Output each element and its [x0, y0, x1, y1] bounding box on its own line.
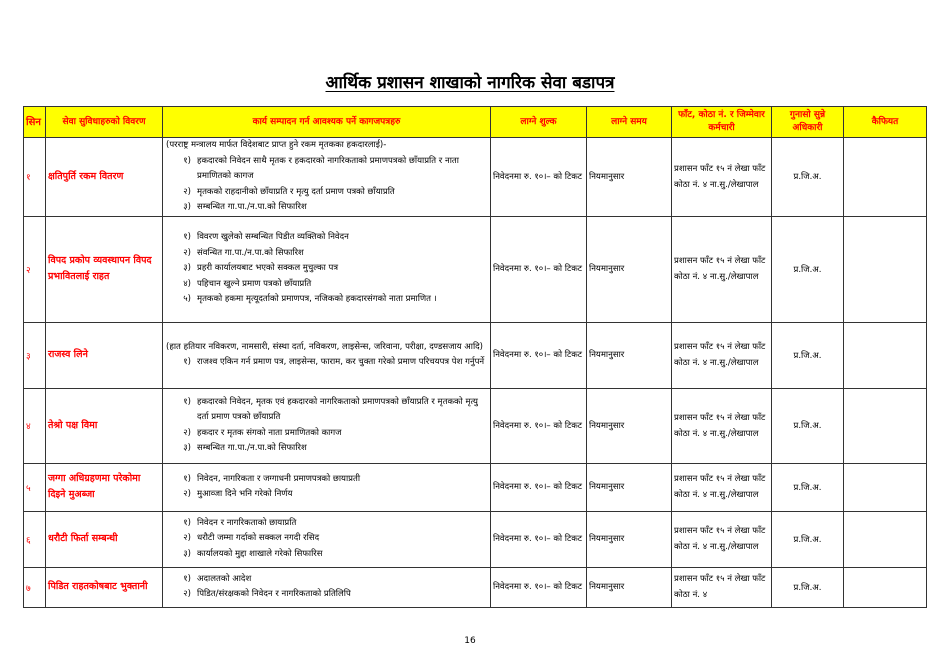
officer-cell: प्र.जि.अ.	[772, 388, 844, 463]
page-title: आर्थिक प्रशासन शाखाको नागरिक सेवा बडापत्र	[325, 73, 615, 93]
list-item-text: सम्बन्धित गा.पा./न.पा.को सिफारिश	[197, 202, 307, 212]
desk-cell: प्रशासन फाँट १५ नं लेखा फाँट कोठा नं. ४	[672, 567, 772, 607]
list-item-number: ४)	[183, 278, 191, 289]
citizen-charter-table	[23, 106, 927, 608]
list-item-text: मृतकको हकमा मृत्यूदर्ताको प्रमाणपत्र, नजिकको हकदारसंगको नाता प्रमाणित ।	[197, 294, 437, 305]
officer-cell: प्र.जि.अ.	[772, 138, 844, 217]
time-cell: नियमानुसार	[587, 511, 672, 567]
list-item-number: १)	[183, 517, 191, 528]
desk-cell: प्रशासन फाँट १५ नं लेखा फाँट कोठा नं. ४ ना.सु./लेखापाल	[672, 463, 772, 511]
remarks-cell	[844, 138, 927, 217]
list-item	[165, 516, 488, 532]
list-item	[165, 292, 488, 308]
service-name: राजस्व लिने	[46, 322, 163, 388]
documents-intro: (हात हतियार नविकरण, नामसारी, संस्था दर्ता, नविकरण, लाइसेन्स, जरिवाना, परीक्षा, दण्डसजाय आदि)	[166, 341, 483, 352]
list-item-text: निवेदन, नागरिकता र जग्गाधनी प्रमाणपत्रको छायाप्रती	[197, 473, 361, 484]
list-item-text: कार्यालयको मुद्दा शाखाले गरेको सिफारिस	[197, 548, 323, 559]
fee-cell: निवेदनमा रु. १०।– को टिकट	[491, 388, 587, 463]
list-item	[165, 487, 488, 503]
time-cell: नियमानुसार	[587, 567, 672, 607]
list-item	[165, 277, 488, 293]
time-cell: नियमानुसार	[587, 138, 672, 217]
fee-cell: निवेदनमा रु. १०।– को टिकट	[491, 511, 587, 567]
list-item	[165, 441, 488, 457]
time-cell: नियमानुसार	[587, 388, 672, 463]
list-item	[165, 547, 488, 563]
table-row	[24, 322, 927, 388]
list-item-text: विवरण खुलेको सम्बन्धित पिडीत व्यक्तिको निवेदन	[197, 232, 349, 243]
list-item-text: धरौटी जम्मा गर्दाको सक्कल नगदी रसिद	[197, 533, 320, 544]
header-sn: सिन	[24, 107, 46, 138]
documents-list	[165, 395, 488, 457]
list-item-text: हकदारको निवेदन साथै मृतक र हकदारको नागरिकताको प्रमाणपत्रको छाँयाप्रति र नाता प्रमाणितको कागज	[197, 155, 459, 181]
required-documents	[163, 567, 491, 607]
list-item-number: २)	[183, 247, 191, 258]
required-documents	[163, 511, 491, 567]
officer-cell: प्र.जि.अ.	[772, 322, 844, 388]
remarks-cell	[844, 322, 927, 388]
list-item	[165, 154, 488, 185]
list-item-text: अदालतको आदेश	[197, 573, 252, 584]
page-number: 16	[464, 636, 476, 646]
header-row	[24, 107, 927, 138]
service-name: क्षतिपुर्ति रकम वितरण	[46, 138, 163, 217]
table-row	[24, 216, 927, 322]
fee-cell: निवेदनमा रु. १०।– को टिकट	[491, 138, 587, 217]
list-item-number: २)	[183, 186, 191, 197]
row-number: ४	[24, 388, 46, 463]
row-number: ७	[24, 567, 46, 607]
table-row	[24, 388, 927, 463]
list-item	[165, 395, 488, 426]
row-number: १	[24, 138, 46, 217]
required-documents	[163, 138, 491, 217]
remarks-cell	[844, 388, 927, 463]
documents-list	[165, 572, 488, 603]
required-documents	[163, 322, 491, 388]
list-item-text: सम्बन्धित गा.पा./न.पा.को सिफारिश	[197, 443, 307, 453]
time-cell: नियमानुसार	[587, 463, 672, 511]
header-service: सेवा सुविधाहरुको विवरण	[46, 107, 163, 138]
officer-cell: प्र.जि.अ.	[772, 463, 844, 511]
list-item-text: मृतकको राहदानीको छाँयाप्रति र मृत्यु दर्ता प्रमाण पत्रको छाँयाप्रति	[197, 186, 395, 197]
list-item-text: पहिचान खुल्ने प्रमाण पत्रको छाँयाप्रति	[197, 278, 312, 289]
list-item-number: २)	[183, 427, 191, 438]
list-item-number: ३)	[183, 548, 191, 559]
documents-list	[165, 516, 488, 563]
desk-cell: प्रशासन फाँट १५ नं लेखा फाँट कोठा नं. ४ ना.सु./लेखापाल	[672, 138, 772, 217]
remarks-cell	[844, 511, 927, 567]
row-number: ६	[24, 511, 46, 567]
list-item	[165, 200, 488, 216]
table-row	[24, 567, 927, 607]
list-item-number: ५)	[183, 294, 191, 305]
list-item-number: १)	[183, 396, 191, 407]
service-name: धरौटी फिर्ता सम्बन्धी	[46, 511, 163, 567]
documents-intro: (परराष्ट्र मन्त्रालय मार्फत विदेशबाट प्राप्त हुने रकम मृतकका हकदारलाई)-	[166, 140, 387, 150]
header-documents: कार्य सम्पादन गर्न आवश्यक पर्ने कागजपत्रहरु	[163, 107, 491, 138]
list-item	[165, 472, 488, 488]
list-item-number: २)	[183, 489, 191, 499]
list-item-text: पिडित/संरक्षकको निवेदन र नागरिकताको प्रतिलिपि	[197, 589, 351, 599]
row-number: २	[24, 216, 46, 322]
service-name: तेश्रो पक्ष विमा	[46, 388, 163, 463]
desk-cell: प्रशासन फाँट १५ नं लेखा फाँट कोठा नं. ४ ना.सु./लेखापाल	[672, 511, 772, 567]
row-number: ३	[24, 322, 46, 388]
documents-list	[165, 355, 488, 371]
list-item	[165, 531, 488, 547]
required-documents	[163, 463, 491, 511]
list-item-number: १)	[183, 357, 191, 367]
list-item-number: १)	[183, 573, 191, 584]
remarks-cell	[844, 567, 927, 607]
list-item-text: मुआव्जा दिने भनि गरेको निर्णय	[197, 489, 293, 499]
time-cell: नियमानुसार	[587, 322, 672, 388]
list-item-text: हकदार र मृतक संगको नाता प्रमाणितको कागज	[197, 427, 342, 438]
list-item-text: निवेदन र नागरिकताको छायाप्रति	[197, 517, 297, 528]
list-item	[165, 246, 488, 262]
table-row	[24, 138, 927, 217]
header-remarks: कैफियत	[844, 107, 927, 138]
fee-cell: निवेदनमा रु. १०।– को टिकट	[491, 322, 587, 388]
list-item	[165, 261, 488, 277]
list-item	[165, 572, 488, 588]
documents-list	[165, 472, 488, 503]
list-item-text: प्रहरी कार्यालयबाट भएको सक्कल मुचुल्का पत्र	[197, 263, 339, 274]
desk-cell: प्रशासन फाँट १५ नं लेखा फाँट कोठा नं. ४ ना.सु./लेखापाल	[672, 216, 772, 322]
list-item-number: १)	[183, 473, 191, 484]
list-item-number: ३)	[183, 443, 191, 453]
list-item	[165, 587, 488, 603]
list-item-number: २)	[183, 589, 191, 599]
time-cell: नियमानुसार	[587, 216, 672, 322]
fee-cell: निवेदनमा रु. १०।– को टिकट	[491, 463, 587, 511]
list-item-number: ३)	[183, 202, 191, 212]
service-name: जग्गा अधिग्रहणमा परेकोमा दिइने मुअब्जा	[46, 463, 163, 511]
list-item-text: संवन्धित गा.पा./न.पा.को सिफारिश	[197, 247, 304, 258]
officer-cell: प्र.जि.अ.	[772, 511, 844, 567]
desk-cell: प्रशासन फाँट १५ नं लेखा फाँट कोठा नं. ४ ना.सु./लेखापाल	[672, 388, 772, 463]
list-item-number: १)	[183, 232, 191, 243]
list-item-number: २)	[183, 533, 191, 544]
list-item-number: १)	[183, 155, 191, 166]
list-item-text: राजश्व एकिन गर्न प्रमाण पत्र, लाइसेन्स, फाराम, कर चुक्ता गरेको प्रमाण परिचयपत्र पेश गर्नुपर्ने	[197, 357, 485, 367]
service-name: विपद प्रकोप व्यवस्थापन विपद प्रभावितलाई राहत	[46, 216, 163, 322]
officer-cell: प्र.जि.अ.	[772, 567, 844, 607]
documents-list	[165, 154, 488, 216]
fee-cell: निवेदनमा रु. १०।– को टिकट	[491, 567, 587, 607]
header-time: लाग्ने समय	[587, 107, 672, 138]
table-row	[24, 511, 927, 567]
list-item-number: ३)	[183, 263, 191, 274]
row-number: ५	[24, 463, 46, 511]
list-item	[165, 230, 488, 246]
list-item	[165, 355, 488, 371]
remarks-cell	[844, 463, 927, 511]
fee-cell: निवेदनमा रु. १०।– को टिकट	[491, 216, 587, 322]
header-desk: फाँट, कोठा नं. र जिम्मेवार कर्मचारी	[672, 107, 772, 138]
table-row	[24, 463, 927, 511]
service-name: पिडित राहतकोषबाट भुक्तानी	[46, 567, 163, 607]
list-item-text: हकदारको निवेदन, मृतक एवं हकदारको नागरिकताको प्रमाणपत्रको छाँयाप्रति र मृतकको मृत्यु दर्ता प्रमाण पत्रको छाँयाप्रति	[197, 396, 478, 422]
list-item	[165, 185, 488, 201]
desk-cell: प्रशासन फाँट १५ नं लेखा फाँट कोठा नं. ४ ना.सु./लेखापाल	[672, 322, 772, 388]
remarks-cell	[844, 216, 927, 322]
header-officer: गुनासो सुन्ने अधिकारी	[772, 107, 844, 138]
list-item	[165, 426, 488, 442]
documents-list	[165, 230, 488, 308]
officer-cell: प्र.जि.अ.	[772, 216, 844, 322]
required-documents	[163, 216, 491, 322]
header-fee: लाग्ने शुल्क	[491, 107, 587, 138]
required-documents	[163, 388, 491, 463]
